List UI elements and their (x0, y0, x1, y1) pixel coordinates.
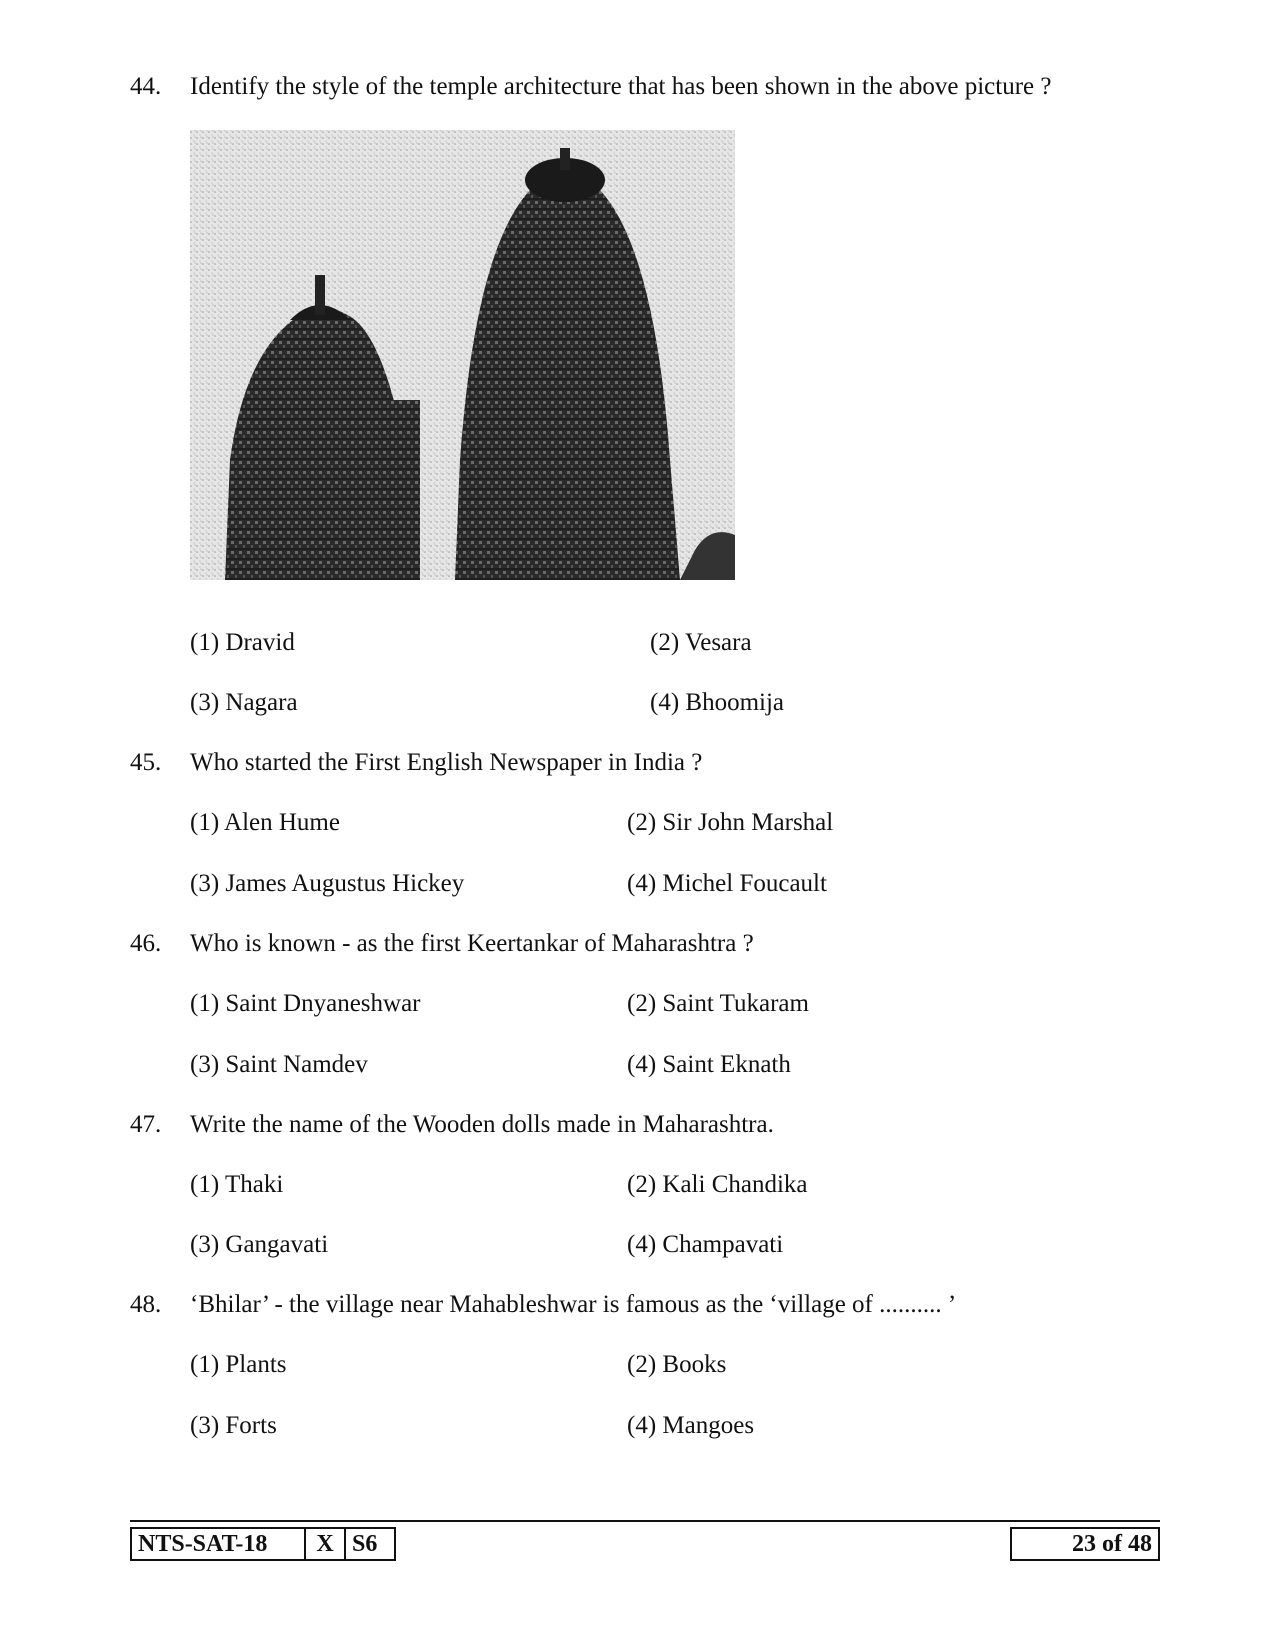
option-46-2: (2) Saint Tukaram (627, 990, 809, 1017)
option-47-1: (1) Thaki (190, 1171, 284, 1198)
option-44-3: (3) Nagara (190, 689, 298, 716)
paper-code-box (130, 1527, 396, 1561)
option-48-1: (1) Plants (190, 1351, 287, 1378)
question-number: 44. (130, 73, 162, 100)
option-45-3: (3) James Augustus Hickey (190, 870, 465, 897)
option-44-4: (4) Bhoomija (650, 689, 785, 716)
option-48-3: (3) Forts (190, 1412, 277, 1439)
option-48-4: (4) Mangoes (627, 1412, 755, 1439)
option-45-2: (2) Sir John Marshal (627, 809, 834, 836)
page-number: 23 of 48 (1072, 1531, 1152, 1557)
option-44-2: (2) Vesara (650, 629, 752, 656)
footer-divider (130, 1520, 1160, 1522)
option-48-2: (2) Books (627, 1351, 727, 1378)
option-46-3: (3) Saint Namdev (190, 1051, 368, 1078)
option-45-1: (1) Alen Hume (190, 809, 340, 836)
question-text: Who started the First English Newspaper in India ? (190, 749, 703, 776)
question-number: 45. (130, 749, 162, 776)
option-47-2: (2) Kali Chandika (627, 1171, 808, 1198)
option-46-1: (1) Saint Dnyaneshwar (190, 990, 421, 1017)
option-45-4: (4) Michel Foucault (627, 870, 827, 897)
question-text: Write the name of the Wooden dolls made in Maharashtra. (190, 1111, 774, 1138)
class-label: X (306, 1529, 346, 1559)
question-text: ‘Bhilar’ - the village near Mahableshwar is famous as the ‘village of .......... ’ (190, 1291, 957, 1318)
temple-photo (190, 130, 735, 580)
paper-code: NTS-SAT-18 (132, 1529, 306, 1559)
question-number: 48. (130, 1291, 162, 1318)
option-46-4: (4) Saint Eknath (627, 1051, 791, 1078)
option-47-3: (3) Gangavati (190, 1231, 329, 1258)
question-text: Identify the style of the temple architecture that has been shown in the above picture ? (190, 73, 1052, 100)
set-label: S6 (352, 1531, 378, 1557)
question-text: Who is known - as the first Keertankar of Maharashtra ? (190, 930, 754, 957)
option-47-4: (4) Champavati (627, 1231, 784, 1258)
question-number: 46. (130, 930, 162, 957)
question-number: 47. (130, 1111, 162, 1138)
page-number-box (1010, 1527, 1160, 1561)
option-44-1: (1) Dravid (190, 629, 295, 656)
